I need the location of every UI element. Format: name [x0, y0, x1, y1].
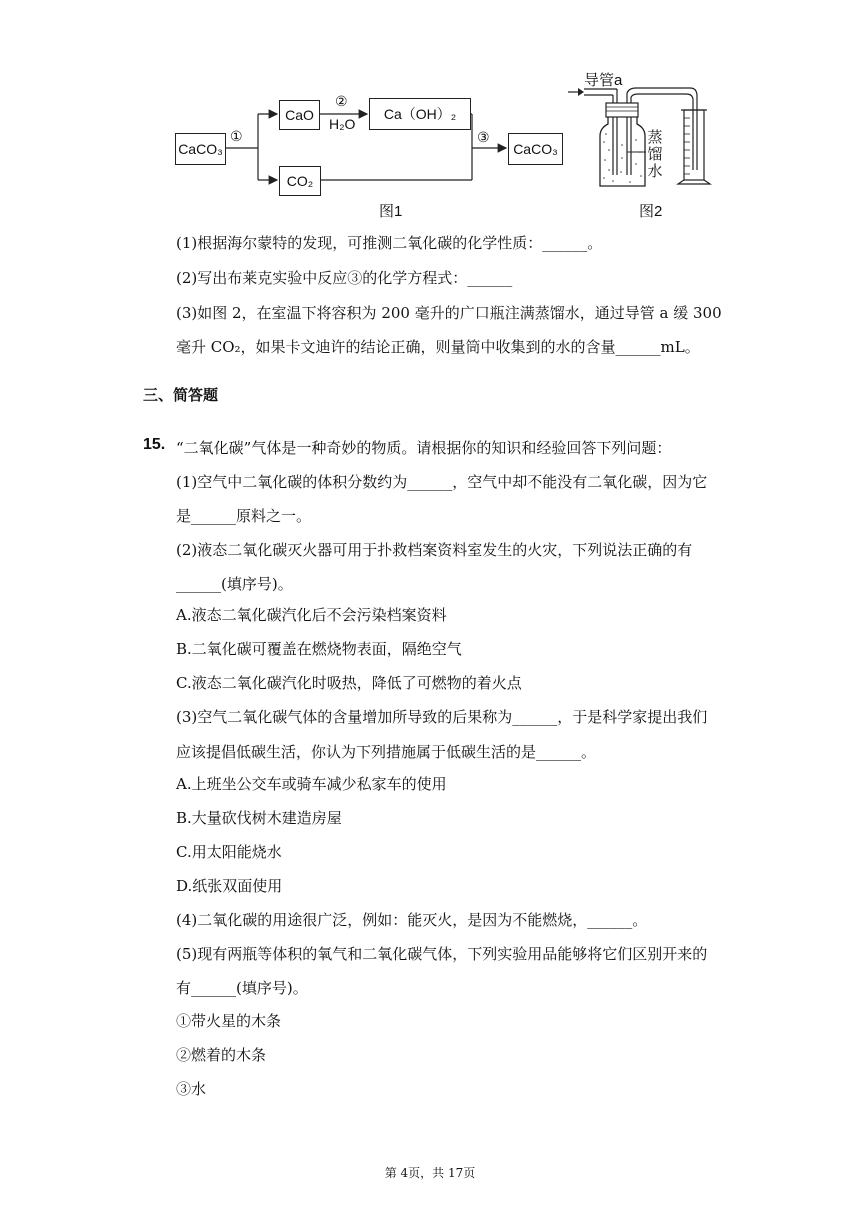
water-label: [647, 129, 663, 180]
q15-line-9: (3)空气二氧化碳气体的含量增加所导致的后果称为______，于是科学家提出我们: [176, 708, 708, 726]
box-caoh2-label: Ca（OH）₂: [383, 106, 457, 122]
figure-1-caption: 图1: [379, 203, 403, 220]
q15-option-5-1: ①带火星的木条: [176, 1012, 282, 1030]
box-cao-label: CaO: [285, 107, 314, 123]
q15-option-3a: A.上班坐公交车或骑车减少私家车的使用: [176, 775, 447, 793]
h2o-label: H₂O: [329, 116, 356, 132]
page-footer: 第 4页，共 17页: [384, 1166, 476, 1180]
tube-a-label: 导管a: [584, 72, 623, 89]
q15-number: 15.: [143, 436, 166, 453]
q15-line-17: 有______(填序号)。: [176, 979, 308, 997]
q15-option-3c: C.用太阳能烧水: [176, 843, 282, 861]
q15-stem: “二氧化碳”气体是一种奇妙的物质。请根据你的知识和经验回答下列问题：: [176, 439, 672, 457]
q15-line-3: 是______原料之一。: [176, 507, 312, 525]
q15-option-3d: D.纸张双面使用: [176, 877, 283, 895]
step-1-label: ①: [230, 128, 243, 144]
q15-line-15: (4)二氧化碳的用途很广泛，例如：能灭火，是因为不能燃烧，______。: [176, 911, 648, 929]
water-label-char-3: 水: [647, 163, 663, 180]
q14-part-2: (2)写出布莱克实验中反应③的化学方程式：______: [176, 269, 513, 287]
q15-line-5: ______(填序号)。: [176, 575, 293, 593]
step-3-label: ③: [477, 129, 490, 145]
q15-option-3b: B.大量砍伐树木建造房屋: [176, 809, 342, 827]
q15-option-5-2: ②燃着的木条: [176, 1046, 267, 1064]
box-caco3-product-label: CaCO₃: [513, 141, 558, 157]
section-title: 三、简答题: [143, 387, 219, 404]
box-co2-label: CO₂: [286, 173, 314, 189]
water-label-char-2: 馏: [647, 146, 663, 163]
q15-option-2a: A.液态二氧化碳汽化后不会污染档案资料: [176, 606, 447, 624]
q14-part-3: (3)如图 2，在室温下将容积为 200 毫升的广口瓶注满蒸馏水，通过导管 a 缓 300: [176, 304, 722, 322]
water-label-char-1: 蒸: [647, 129, 663, 146]
q15-line-2: (1)空气中二氧化碳的体积分数约为______，空气中却不能没有二氧化碳，因为它: [176, 473, 708, 491]
q15-option-2b: B.二氧化碳可覆盖在燃烧物表面，隔绝空气: [176, 640, 462, 658]
figure-2-caption: 图2: [639, 203, 663, 220]
q15-option-5-3: ③水: [176, 1080, 207, 1098]
q14-part-3-continued: 毫升 CO₂，如果卡文迪许的结论正确，则量筒中收集到的水的含量______mL。: [176, 338, 700, 356]
q14-part-1: (1)根据海尔蒙特的发现，可推测二氧化碳的化学性质：______。: [176, 234, 603, 252]
figure-2-apparatus: [0, 0, 860, 230]
q15-line-10: 应该提倡低碳生活，你认为下列措施属于低碳生活的是______。: [176, 743, 597, 761]
q15-line-4: (2)液态二氧化碳灭火器可用于扑救档案资料室发生的火灾，下列说法正确的有: [176, 541, 693, 559]
q15-option-2c: C.液态二氧化碳汽化时吸热，降低了可燃物的着火点: [176, 674, 522, 692]
q15-line-16: (5)现有两瓶等体积的氧气和二氧化碳气体，下列实验用品能够将它们区别开来的: [176, 945, 708, 963]
step-2-label: ②: [335, 93, 348, 109]
box-caco3-reactant-label: CaCO₃: [178, 141, 223, 157]
